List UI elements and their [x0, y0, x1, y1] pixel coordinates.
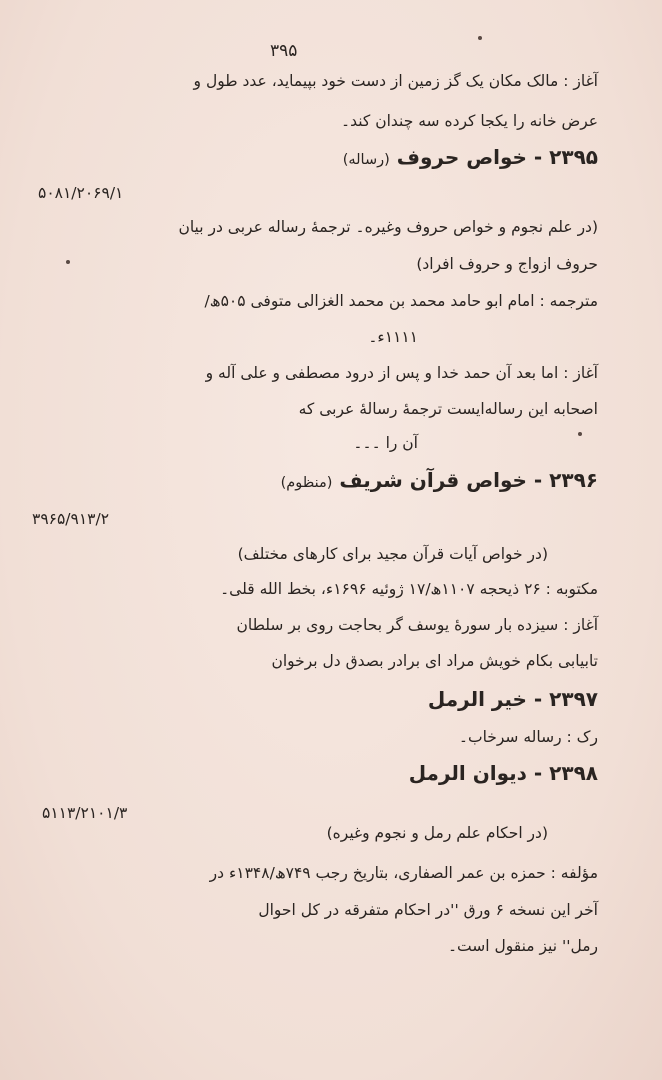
text-line: تابیابی بکام خویش مراد ای برادر بصدق دل برخوان — [271, 652, 598, 670]
text-line: (در احکام علم رمل و نجوم وغیره) — [326, 824, 548, 842]
text-line: مکتوبه : ۲۶ ذیحجه ۱۱۰۷ھ/۱۷ ژوئیه ۱۶۹۶ء، بخط الله قلی۔ — [220, 580, 598, 598]
call-number: ۳۹۶۵/۹۱۳/۲ — [32, 510, 110, 528]
entry-title: ۲۳۹۸ - دیوان الرمل — [408, 761, 598, 785]
entry-title: ۲۳۹۵ - خواص حروف — [396, 145, 598, 169]
text-line: آغاز : اما بعد آن حمد خدا و پس از درود مصطفی و علی آله و — [205, 364, 598, 382]
text-line: مترجمه : امام ابو حامد محمد بن محمد الغزالی متوفی ۵۰۵ھ/ — [204, 292, 598, 310]
entry-title: ۲۳۹۶ - خواص قرآن شریف — [339, 468, 598, 492]
text-line: (در علم نجوم و خواص حروف وغیره۔ ترجمۀ رساله عربی در بیان — [178, 218, 598, 236]
call-number: ۵۱۱۳/۲۱۰۱/۳ — [42, 804, 128, 822]
ink-speck — [478, 36, 482, 40]
text-line: (در خواص آیات قرآن مجید برای کارهای مختلف) — [237, 545, 548, 563]
entry-heading — [281, 469, 598, 494]
text-line: مؤلفه : حمزه بن عمر الصفاری، بتاریخ رجب ۷۴۹ھ/۱۳۴۸ء در — [209, 864, 598, 882]
text-line: اصحابه این رساله‌ایست ترجمۀ رسالۀ عربی که — [298, 400, 598, 418]
entry-note: (منظوم) — [280, 475, 333, 491]
text-line: عرض خانه را یکجا کرده سه چندان کند۔ — [341, 112, 598, 130]
text-line: رمل'' نیز منقول است۔ — [447, 937, 598, 955]
text-line: آغاز : مالک مکان یک گز زمین از دست خود بپیماید، عدد طول و — [193, 72, 598, 90]
text-line: حروف ازواج و حروف افراد) — [416, 255, 598, 273]
call-number: ۵۰۸۱/۲۰۶۹/۱ — [38, 184, 124, 202]
text-line: آخر این نسخه ۶ ورق ''در احکام متفرقه در کل احوال — [258, 901, 598, 919]
entry-note: (رساله) — [342, 152, 390, 168]
text-line: آن را ۔۔۔ — [353, 434, 418, 452]
entry-heading — [428, 688, 598, 710]
page-number: ۳۹۵ — [270, 41, 298, 61]
ink-speck — [578, 432, 582, 436]
entry-heading — [409, 762, 598, 784]
text-line: آغاز : سیزده بار سورۀ یوسف گر بحاجت روی بر سلطان — [236, 616, 598, 634]
text-line: ۱۱۱۱ء۔ — [368, 328, 418, 346]
entry-heading — [343, 146, 598, 171]
text-line: رک : رساله سرخاب۔ — [458, 728, 598, 746]
entry-title: ۲۳۹۷ - خیر الرمل — [427, 687, 598, 711]
ink-speck — [66, 260, 70, 264]
